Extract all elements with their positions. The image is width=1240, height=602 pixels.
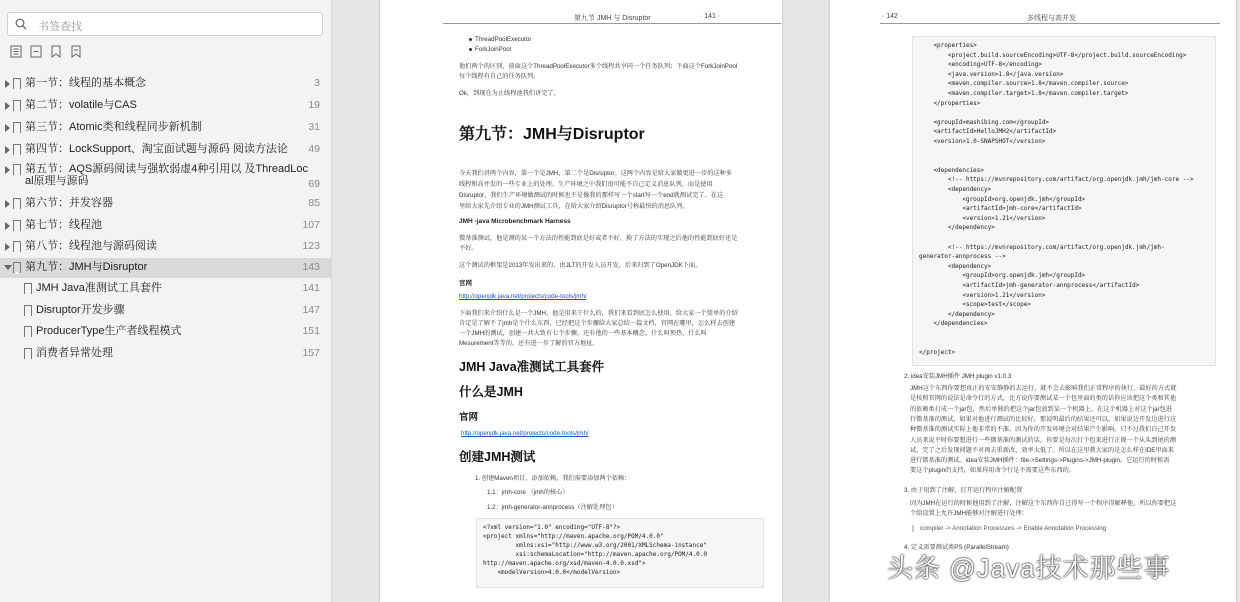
code-line: <version>1.21</version>	[919, 291, 1046, 299]
section-heading: 创建JMH测试	[459, 450, 536, 464]
bookmark-subitem[interactable]: 消费者异常处理 157	[0, 344, 332, 364]
search-icon	[15, 18, 27, 30]
running-header-page: · 142 ·	[882, 13, 903, 20]
code-line: <artifactId>jmh-core</artifactId>	[919, 205, 1082, 213]
paragraph-line: 下面我们来介绍什么是一个JMH，他是用来干什么的，我们来看到底怎么使用，给大家一个简单的介绍	[459, 310, 738, 317]
code-line: </dependency>	[919, 224, 995, 232]
add-bookmark-icon[interactable]	[50, 45, 62, 58]
code-line: <project xmlns="http://maven.apache.org/POM/4.0.0"	[483, 533, 664, 540]
bookmark-subitem[interactable]: JMH Java准测试工具套件 141	[0, 279, 332, 299]
list-item: 2. idea安装JMH插件 JMH plugin v1.0.3	[904, 373, 1012, 380]
paragraph-line: 是按照官网的说法是命令行的方式，比方说你要测试某一个包里面的类的话你应该把这个类和其他	[910, 395, 1177, 403]
paragraph-line: Disruptor，我们生产环境做测试的时候也不是像我的那样写一个start写一个end就测试完了。在这	[459, 192, 724, 199]
list-item: 3. 由于用到了注解，打开运行程序注解配置	[904, 487, 1023, 494]
code-line: <!-- https://mvnrepository.com/artifact/org.openjdk.jmh/jmh-core -->	[919, 176, 1194, 184]
code-block	[476, 518, 764, 588]
paragraph-line: 种微基准的测试实际上他非常的不准，因为你的开发环境会对结果产生影响。只不过我们自己开发	[910, 426, 1177, 434]
code-line: generator-annprocess -->	[919, 253, 1006, 261]
bullet-item: ForkJoinPool	[475, 46, 512, 53]
code-line: <groupId>org.openjdk.jmh</groupId>	[919, 272, 1086, 280]
watermark-text: 头条 @Java技术那些事	[887, 553, 1171, 583]
code-line: <?xml version="1.0" encoding="UTF-8"?>	[483, 524, 621, 531]
code-line: <groupId>org.openjdk.jmh</groupId>	[919, 195, 1086, 203]
code-block	[912, 36, 1216, 366]
paragraph-line: 因为JMH在运行的时候他用到了注解，注解这个东西你自己得写一个程序得解释他，所以你要把这	[910, 500, 1177, 507]
section-heading: 第九节：JMH与Disruptor	[459, 126, 645, 143]
paragraph-line: 微基准测试，他是测的某一个方法的性能到底是好或者不好，换了方法的实现之后他的性能到底好还是	[459, 235, 738, 242]
paragraph-line: 他们两个的区别，前面这个ThreadPoolExecutor多个线程共享同一个任务队列；下面这个ForkJoinPool	[459, 63, 738, 70]
bold-subtitle: 官网	[459, 280, 472, 287]
list-item: 4. 定义需要测试类PS (ParallelStream)	[904, 544, 1009, 551]
bookmark-item[interactable]: 第七节：线程池 107	[0, 216, 332, 236]
code-line: </dependencies>	[919, 320, 988, 328]
bookmark-subitem[interactable]: ProducerType生产者线程模式 151	[0, 322, 332, 342]
running-header-title: 多线程与高并发	[1027, 15, 1076, 22]
paragraph-line: Mesurement等等的，还有进一步了解的官方地址。	[459, 340, 599, 347]
code-line: <modelVersion>4.0.0</modelVersion>	[483, 569, 621, 576]
bookmark-item[interactable]: 第三节：Atomic类和线程同步新机制 31	[0, 118, 332, 138]
paragraph-line: 的依赖类打成一个jar包，然后单独的把这个jar包放到某一个机器上，在这个机器上对这个jar包进	[910, 405, 1172, 413]
paragraph-line: 肯定是了解不了jmh是个什么东西，已经把这个步骤给大家总结一篇文档，官网在哪里，怎么样去创建	[459, 320, 736, 327]
code-line: <dependency>	[919, 262, 992, 270]
collapse-all-icon[interactable]	[30, 45, 42, 58]
bookmark-item[interactable]: 第五节：AQS源码阅读与强软弱虚4种引用以 及ThreadLoc al原理与源码 69	[0, 160, 332, 192]
code-line: </dependency>	[919, 310, 995, 318]
code-line: <dependency>	[919, 186, 992, 193]
paragraph-line: 进行微基准的测试。idea安装JMH插件：file->Settings->Plugins->JMH-plugin。它运行的时候需	[910, 457, 1170, 465]
code-line: <version>1.0-SNAPSHOT</version>	[919, 138, 1046, 145]
bookmark-search-input[interactable]	[7, 12, 323, 36]
code-line: <artifactId>HelloJMH2</artifactId>	[919, 128, 1057, 136]
paragraph-line: 今天我们讲两个内容，第一个是JMH，第二个是Disruptor。这两个内容是给大家做更进一步的这种多	[459, 170, 732, 177]
section-heading: JMH Java准测试工具套件	[459, 360, 605, 374]
code-line: <java.version>1.8</java.version>	[919, 70, 1064, 78]
bookmark-item[interactable]: 第二节：volatile与CAS 19	[0, 96, 332, 116]
code-line: <properties>	[919, 42, 977, 49]
bold-subtitle: JMH -java Microbenchmark Harness	[459, 218, 571, 225]
bookmark-item-selected[interactable]: 第九节：JMH与Disruptor 143	[0, 258, 332, 278]
blockquote: compiler -> Annotation Processors -> Enable Annotation Processing	[912, 525, 1106, 532]
website-link[interactable]: http://openjdk.java.net/projects/code-tools/jmh/	[461, 430, 589, 437]
paragraph-line: 个给设置上允许JMH能够对注解进行处理：	[910, 510, 1028, 517]
code-line: <groupId>mashibing.com</groupId>	[919, 118, 1050, 126]
paragraph-line: JMH这个东西你要想真正的安安静静的去运行，就不会去影响我们正常程序的执行，最好的方式就	[910, 385, 1177, 392]
code-line: <maven.compiler.source>1.8</maven.compiler.source>	[919, 80, 1129, 88]
code-line: http://maven.apache.org/xsd/maven-4.0.0.xsd">	[483, 560, 646, 567]
code-line: </project>	[919, 349, 956, 357]
code-line: <project.build.sourceEncoding>UTF-8</project.build.sourceEncoding>	[919, 51, 1187, 59]
running-header-page: · 141 ·	[700, 13, 721, 20]
bookmark-item[interactable]: 第四节：LockSupport、淘宝面试题与源码 阅读方法论 49	[0, 140, 332, 160]
paragraph-line: 一个JMH的测试，创建一共大致有七个步骤，还有他的一些基本概念，什么叫预热，什么叫	[459, 330, 707, 337]
website-link[interactable]: http://openjdk.java.net/projects/code-tools/jmh/	[459, 293, 587, 300]
section-heading: 什么是JMH	[459, 385, 523, 399]
bookmark-item[interactable]: 第一节：线程的基本概念 3	[0, 74, 332, 94]
paragraph-line: 每个线程有自己的任务队列。	[459, 73, 540, 80]
subsection-heading: 官网	[459, 412, 479, 423]
pdf-page-141	[380, 0, 782, 602]
bookmark-item[interactable]: 第八节：线程池与源码阅读 123	[0, 237, 332, 257]
running-header-title: 第九节 JMH 与 Disruptor	[574, 15, 651, 22]
paragraph-line: Ok，到现在为止线程池我们讲完了。	[459, 90, 560, 97]
code-line: xsi:schemaLocation="http://maven.apache.org/POM/4.0.0	[483, 551, 707, 558]
paragraph-line: 这个测试的框架是2013年发出来的，由JLT的开发人员开发，后来归到了OpenJDK下面。	[459, 262, 702, 269]
code-line: <encoding>UTF-8</encoding>	[919, 61, 1042, 69]
document-view[interactable]	[332, 0, 1240, 602]
code-line: <version>1.21</version>	[919, 214, 1046, 222]
paragraph-line: 要这个plugin的支持，如果你用命令行是不需要这些东西的。	[910, 467, 1076, 475]
code-line: <scope>test</scope>	[919, 301, 1031, 309]
bullet-item: ThreadPoolExecutor	[475, 36, 532, 43]
code-line: <!-- https://mvnrepository.com/artifact/org.openjdk.jmh/jmh-	[919, 243, 1165, 251]
code-line: <dependencies>	[919, 166, 985, 174]
bookmark-subitem[interactable]: Disruptor开发步骤 147	[0, 301, 332, 321]
list-item: 1.1：jmh-core （jmh的核心）	[487, 489, 569, 496]
code-line: <maven.compiler.target>1.8</maven.compiler.target>	[919, 90, 1129, 97]
delete-bookmark-icon[interactable]	[70, 45, 82, 58]
paragraph-line: 里给大家先介绍专业的JMH测试工具，在给大家介绍Disruptor号称最快的消息队列。	[459, 203, 689, 210]
paragraph-line: 人员来说平时你要想进行一些微基准的测试的话，你要是每次打个包来进行正规一个从头到尾的测	[910, 436, 1177, 444]
code-line: </properties>	[919, 99, 981, 107]
paragraph-line: 试，完了之后发现问题不对再去重新改，效率太低了。所以在这里教大家的是怎么样在IDE里面来	[910, 446, 1174, 454]
list-item: 1.2：jmh-generator-annprocess（注解处理包）	[487, 504, 618, 511]
paragraph-line: 不好。	[459, 245, 478, 252]
paragraph-line: 行微基准的测试，如果对他进行测试的比较好，那说明最后的结果还可以，如果说边开发边进行这	[910, 415, 1177, 423]
paragraph-line: 线程和高并发的一些专业上的处理。生产环境之中我们很可能不自己定义消息队列，而是使用	[459, 181, 713, 188]
pdf-page-142	[830, 0, 1236, 602]
code-line: <artifactId>jmh-generator-annprocess</artifactId>	[919, 282, 1140, 289]
code-line: xmlns:xsi="http://www.w3.org/2001/XMLSchema-instance"	[483, 542, 707, 549]
search-placeholder: 书签查找	[38, 21, 82, 33]
bookmark-item[interactable]: 第六节：并发容器 85	[0, 194, 332, 214]
list-item: 1. 创建Maven项目，添加依赖，我们需要添加两个依赖：	[475, 475, 631, 482]
bookmark-sidebar	[0, 0, 332, 602]
expand-all-icon[interactable]	[10, 45, 22, 58]
